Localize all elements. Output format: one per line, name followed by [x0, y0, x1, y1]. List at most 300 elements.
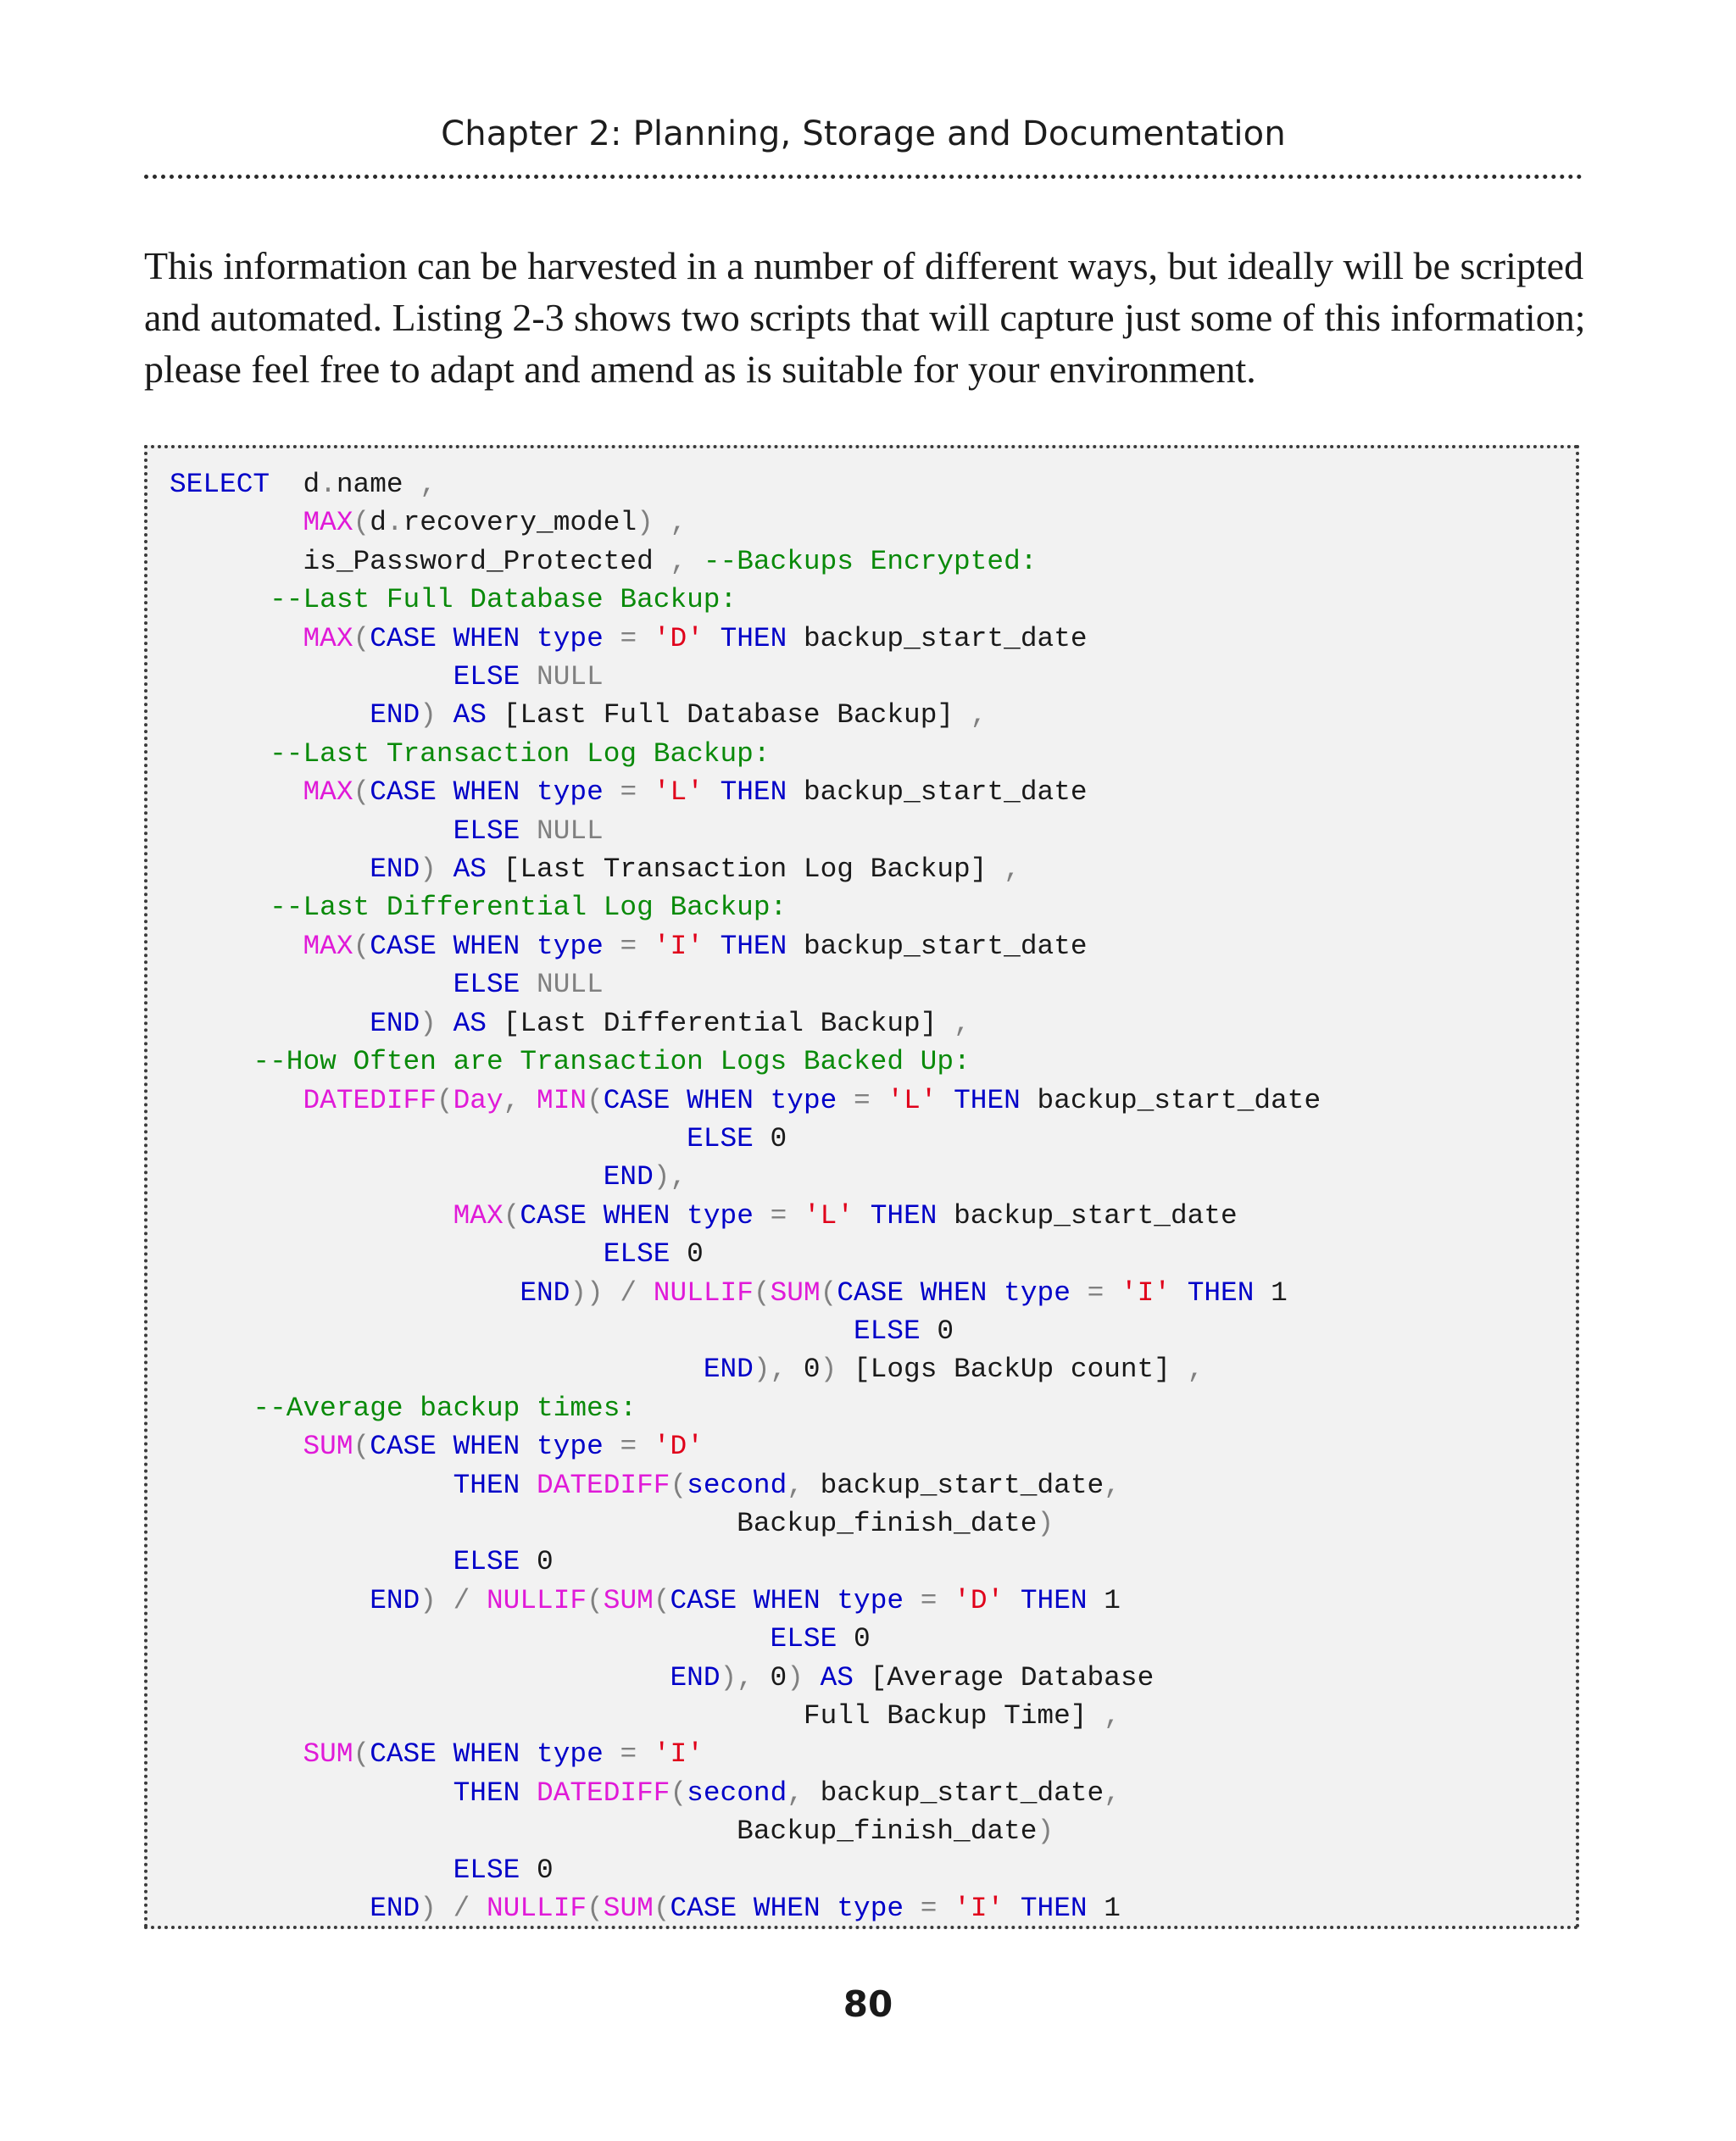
code-token: WHEN — [920, 1276, 988, 1309]
code-token: , — [1187, 1354, 1205, 1386]
code-token — [170, 1161, 604, 1193]
code-token: 'D' — [653, 1431, 704, 1463]
code-token — [470, 1893, 487, 1924]
code-token — [1104, 1277, 1121, 1309]
code-token: d — [370, 507, 387, 539]
code-line — [170, 1816, 1054, 1847]
code-line — [170, 1277, 1288, 1309]
code-token — [587, 1200, 604, 1232]
code-token: CASE — [520, 1199, 587, 1232]
code-token — [871, 1085, 887, 1116]
code-token: ), — [720, 1661, 754, 1693]
code-listing-box — [144, 445, 1579, 1929]
code-token — [437, 1585, 453, 1616]
code-token — [1004, 1585, 1021, 1616]
code-token — [821, 1585, 837, 1616]
code-token — [637, 931, 654, 962]
code-token: ) — [787, 1661, 804, 1693]
code-token: / — [453, 1584, 470, 1616]
code-line — [170, 1777, 1121, 1809]
code-token — [170, 1315, 854, 1347]
code-token — [170, 776, 303, 808]
code-token: WHEN — [453, 930, 520, 962]
code-token: ( — [503, 1199, 520, 1232]
code-token: CASE — [370, 622, 437, 654]
code-token: THEN — [870, 1199, 938, 1232]
code-token — [637, 1738, 654, 1770]
code-line — [170, 1431, 704, 1462]
code-token: backup_start_date — [803, 1777, 1104, 1809]
code-line — [170, 1470, 1121, 1501]
code-token: CASE — [670, 1584, 737, 1616]
code-token — [437, 1431, 453, 1462]
code-token: MIN — [537, 1084, 587, 1116]
code-token: , — [670, 507, 687, 539]
code-token: ( — [653, 1893, 670, 1925]
code-token: 0 — [753, 1122, 787, 1154]
code-token: ( — [353, 1738, 370, 1771]
code-line — [170, 738, 771, 770]
code-token: type — [770, 1084, 837, 1116]
code-token: ( — [436, 1084, 453, 1116]
code-token: = — [920, 1893, 938, 1925]
code-token: type — [837, 1584, 904, 1616]
code-line — [170, 1161, 687, 1193]
code-token — [520, 815, 537, 847]
code-token: 0 — [520, 1546, 554, 1578]
code-token: THEN — [1187, 1276, 1255, 1309]
code-token: THEN — [720, 622, 787, 654]
code-token: type — [537, 776, 604, 809]
code-token: WHEN — [603, 1199, 670, 1232]
code-token — [520, 1470, 537, 1501]
code-line — [170, 584, 737, 615]
code-token: END — [603, 1161, 654, 1193]
code-token — [854, 1200, 871, 1232]
code-token: ( — [353, 622, 370, 654]
code-token — [637, 623, 654, 654]
code-token — [520, 776, 537, 808]
code-token: ) — [820, 1354, 837, 1386]
code-line — [170, 623, 1088, 654]
code-token: THEN — [453, 1469, 520, 1501]
code-token: WHEN — [453, 1431, 520, 1463]
code-token — [804, 1662, 821, 1693]
code-token: [Average Database — [854, 1661, 1155, 1693]
code-token: 0 — [753, 1661, 787, 1693]
code-token: SUM — [303, 1738, 353, 1771]
code-token: ( — [670, 1469, 687, 1501]
code-token: THEN — [1020, 1893, 1088, 1925]
code-token: THEN — [954, 1084, 1021, 1116]
code-token — [170, 1855, 453, 1886]
sql-code-listing — [170, 465, 1321, 1927]
code-token: ) — [1037, 1816, 1054, 1848]
code-line — [170, 854, 1021, 885]
code-line — [170, 1085, 1321, 1116]
code-token: --Backups Encrypted: — [703, 545, 1038, 577]
code-token — [437, 854, 453, 885]
code-token: NULL — [537, 815, 604, 847]
code-token: . — [386, 507, 403, 539]
code-line — [170, 969, 604, 1000]
code-token: 1 — [1087, 1584, 1121, 1616]
code-token: SUM — [303, 1431, 353, 1463]
code-token: 'L' — [653, 776, 704, 809]
code-line — [170, 776, 1088, 808]
code-token — [170, 1008, 370, 1039]
code-token: CASE — [837, 1276, 904, 1309]
code-token: 0 — [920, 1315, 954, 1347]
code-token: MAX — [303, 622, 353, 654]
code-token: END — [370, 854, 420, 886]
code-token: [Last Transaction Log Backup] — [486, 854, 1004, 886]
code-token: second — [687, 1777, 787, 1809]
code-token: / — [453, 1893, 470, 1925]
code-token: SUM — [770, 1276, 821, 1309]
code-line — [170, 507, 687, 538]
code-token: --How Often are Transaction Logs Backed Up: — [253, 1046, 971, 1078]
code-token: Full Backup Time] — [170, 1700, 1104, 1732]
code-token — [170, 969, 453, 1000]
code-token: = — [770, 1199, 787, 1232]
code-token: ELSE — [453, 661, 520, 693]
code-token: / — [620, 1276, 637, 1309]
code-token — [170, 1200, 453, 1232]
code-token — [1171, 1277, 1188, 1309]
code-token: 'L' — [803, 1199, 854, 1232]
code-token: ELSE — [453, 815, 520, 847]
code-token: 0 — [670, 1238, 704, 1271]
code-token: type — [1004, 1276, 1071, 1309]
code-token: type — [687, 1199, 754, 1232]
code-token — [904, 1893, 921, 1924]
code-line — [170, 892, 787, 923]
code-token — [170, 854, 370, 885]
code-line — [170, 1123, 787, 1154]
code-token: backup_start_date — [787, 622, 1088, 654]
code-token — [604, 623, 620, 654]
code-token: --Last Full Database Backup: — [270, 584, 737, 616]
code-token: = — [854, 1084, 871, 1116]
code-token: 1 — [1087, 1893, 1121, 1925]
code-token — [670, 1200, 687, 1232]
code-token: THEN — [1020, 1584, 1088, 1616]
code-token — [754, 1085, 771, 1116]
code-token: d — [270, 469, 320, 500]
code-token — [1071, 1277, 1088, 1309]
code-token: THEN — [720, 930, 787, 962]
code-token: = — [620, 776, 637, 809]
code-line — [170, 1354, 1204, 1385]
code-token — [520, 1431, 537, 1462]
code-line — [170, 469, 437, 500]
code-token — [604, 1277, 620, 1309]
code-token: , — [970, 699, 988, 731]
code-token — [520, 623, 537, 654]
code-token: MAX — [453, 1199, 504, 1232]
code-token: 'I' — [653, 1738, 704, 1771]
code-token — [437, 1008, 453, 1039]
code-token: NULLIF — [653, 1276, 754, 1309]
code-token: 0 — [787, 1354, 821, 1386]
code-token — [170, 1046, 253, 1077]
code-token: = — [920, 1584, 938, 1616]
code-token: Backup_finish_date — [170, 1507, 1038, 1539]
code-token — [170, 931, 303, 962]
code-token: WHEN — [453, 622, 520, 654]
code-token: MAX — [303, 930, 353, 962]
code-token: ( — [353, 930, 370, 962]
code-token: type — [537, 1431, 604, 1463]
code-token: = — [620, 1431, 637, 1463]
code-token: ) — [420, 699, 437, 731]
code-line — [170, 1393, 637, 1424]
code-token: ELSE — [853, 1315, 921, 1347]
code-token: 'D' — [653, 622, 704, 654]
code-token: SELECT — [170, 469, 270, 500]
code-token: 0 — [520, 1854, 554, 1886]
code-token — [821, 1893, 837, 1924]
code-token — [170, 1470, 453, 1501]
code-token: name — [336, 469, 420, 500]
code-token — [637, 1277, 654, 1309]
code-token: , — [1104, 1700, 1121, 1732]
code-token — [170, 1085, 303, 1116]
code-token — [170, 1662, 670, 1693]
code-token — [704, 776, 721, 808]
code-token: , — [1104, 1469, 1121, 1501]
code-token — [170, 1238, 604, 1270]
code-token: --Last Differential Log Backup: — [270, 892, 787, 924]
code-line — [170, 1700, 1121, 1732]
code-token — [470, 1585, 487, 1616]
code-token: ), — [753, 1354, 787, 1386]
code-token: 'I' — [653, 930, 704, 962]
code-token — [737, 1585, 754, 1616]
code-token: DATEDIFF — [303, 1084, 437, 1116]
code-token: = — [1087, 1276, 1104, 1309]
code-token — [170, 1585, 370, 1616]
code-token: 1 — [1254, 1276, 1288, 1309]
code-token: type — [537, 930, 604, 962]
code-token — [170, 699, 370, 731]
code-token: ( — [587, 1584, 604, 1616]
code-token: AS — [453, 1007, 487, 1039]
code-token: WHEN — [753, 1584, 821, 1616]
code-line — [170, 1893, 1121, 1924]
code-token — [520, 1085, 537, 1116]
code-token — [904, 1585, 921, 1616]
code-token: --Average backup times: — [253, 1392, 637, 1424]
code-token: ) — [1037, 1507, 1054, 1539]
code-token: DATEDIFF — [537, 1777, 670, 1809]
code-token: ) — [637, 507, 654, 539]
code-token: CASE — [370, 776, 437, 809]
code-line — [170, 546, 1037, 577]
code-token: WHEN — [687, 1084, 754, 1116]
code-token — [170, 1777, 453, 1809]
code-token — [437, 1893, 453, 1924]
code-token: SUM — [603, 1893, 654, 1925]
code-token — [604, 931, 620, 962]
code-token — [604, 776, 620, 808]
code-token: WHEN — [453, 776, 520, 809]
code-token — [437, 776, 453, 808]
code-token: recovery_model — [403, 507, 637, 539]
code-line — [170, 931, 1088, 962]
code-token: AS — [820, 1661, 854, 1693]
code-token: END — [370, 1893, 420, 1925]
code-token — [937, 1893, 954, 1924]
code-token: )) — [570, 1276, 604, 1309]
code-token: ) — [420, 854, 437, 886]
code-token: END — [370, 1584, 420, 1616]
code-token: ( — [353, 1431, 370, 1463]
code-token: [Logs BackUp count] — [837, 1354, 1188, 1386]
code-token — [520, 661, 537, 692]
code-token: END — [520, 1276, 570, 1309]
code-token: Day — [453, 1084, 504, 1116]
code-token — [170, 661, 453, 692]
code-token — [604, 1431, 620, 1462]
code-line — [170, 1046, 971, 1077]
code-token — [170, 507, 303, 538]
header-divider — [144, 175, 1583, 179]
code-line — [170, 699, 987, 731]
code-token: , — [787, 1777, 804, 1809]
code-token — [637, 776, 654, 808]
code-token: ) — [420, 1584, 437, 1616]
code-token — [1004, 1893, 1021, 1924]
code-token: THEN — [720, 776, 787, 809]
code-token: is_Password_Protected — [170, 545, 670, 577]
code-line — [170, 1623, 871, 1654]
code-token: , — [1104, 1777, 1121, 1809]
code-token: 'D' — [954, 1584, 1004, 1616]
code-token — [604, 1738, 620, 1770]
code-token — [520, 969, 537, 1000]
code-token — [837, 1085, 854, 1116]
code-token — [437, 1738, 453, 1770]
code-token: backup_start_date — [803, 1469, 1104, 1501]
code-line — [170, 1738, 704, 1770]
code-token — [170, 623, 303, 654]
code-token — [170, 1354, 704, 1385]
code-token: , — [420, 469, 437, 500]
code-token — [937, 1585, 954, 1616]
code-token: type — [537, 1738, 604, 1771]
code-line — [170, 1200, 1238, 1232]
code-token — [170, 738, 270, 770]
code-token: 'L' — [887, 1084, 938, 1116]
page-number: 80 — [843, 1983, 893, 2025]
code-token: NULLIF — [486, 1893, 587, 1925]
code-token: , — [1004, 854, 1021, 886]
code-token — [520, 1777, 537, 1809]
code-line — [170, 1508, 1054, 1539]
code-token — [787, 1200, 804, 1232]
code-token — [937, 1085, 954, 1116]
code-token — [704, 931, 721, 962]
code-token: MAX — [303, 776, 353, 809]
code-token: . — [320, 469, 337, 500]
code-token — [437, 623, 453, 654]
code-token: , — [670, 545, 687, 577]
code-token: type — [537, 622, 604, 654]
code-token: backup_start_date — [787, 776, 1088, 809]
code-token: CASE — [370, 1738, 437, 1771]
code-token: ELSE — [770, 1623, 837, 1655]
code-line — [170, 1008, 971, 1039]
code-token: 0 — [837, 1623, 871, 1655]
code-token — [170, 1738, 303, 1770]
code-token: second — [687, 1469, 787, 1501]
code-token — [987, 1277, 1004, 1309]
code-token: ELSE — [453, 969, 520, 1001]
code-token: Backup_finish_date — [170, 1816, 1038, 1848]
code-token — [170, 1123, 687, 1154]
code-token: ELSE — [453, 1546, 520, 1578]
code-token: THEN — [453, 1777, 520, 1809]
code-token — [637, 1431, 654, 1462]
code-token: ), — [653, 1161, 687, 1193]
code-token: = — [620, 622, 637, 654]
code-token: END — [370, 699, 420, 731]
code-token: ( — [353, 507, 370, 539]
code-line — [170, 1238, 704, 1270]
code-token — [170, 1393, 253, 1424]
code-token: ( — [587, 1084, 604, 1116]
code-token: ELSE — [687, 1122, 754, 1154]
code-token: CASE — [370, 930, 437, 962]
code-token: , — [787, 1469, 804, 1501]
code-token — [170, 1431, 303, 1462]
code-token — [170, 1893, 370, 1924]
code-token: ) — [420, 1893, 437, 1925]
code-token — [170, 1623, 771, 1654]
code-line — [170, 1662, 1154, 1693]
code-token: ) — [420, 1007, 437, 1039]
code-token: NULLIF — [486, 1584, 587, 1616]
code-line — [170, 1315, 954, 1347]
code-token — [904, 1277, 921, 1309]
code-token — [437, 699, 453, 731]
code-token — [437, 931, 453, 962]
code-token: , — [954, 1007, 971, 1039]
code-token — [670, 1085, 687, 1116]
code-token: backup_start_date — [1020, 1084, 1321, 1116]
code-token: NULL — [537, 969, 604, 1001]
code-token: CASE — [370, 1431, 437, 1463]
intro-paragraph: This information can be harvested in a number of different ways, but ideally will be scripted and automated. Listing 2-3 shows two scripts that will capture just some of this information; please feel free to adapt and amend as is suitable for your environment. — [144, 244, 1586, 391]
code-line — [170, 1855, 554, 1886]
code-token — [170, 584, 270, 615]
code-token — [170, 1277, 520, 1309]
code-token — [170, 815, 453, 847]
code-token: AS — [453, 699, 487, 731]
code-token: WHEN — [453, 1738, 520, 1771]
chapter-header: Chapter 2: Planning, Storage and Documentation — [441, 114, 1286, 153]
code-token: = — [620, 930, 637, 962]
code-token — [704, 623, 721, 654]
code-line — [170, 1546, 554, 1577]
code-token — [520, 931, 537, 962]
code-token — [520, 1738, 537, 1770]
code-token: ( — [653, 1584, 670, 1616]
code-token: , — [503, 1084, 520, 1116]
code-token: backup_start_date — [937, 1199, 1238, 1232]
